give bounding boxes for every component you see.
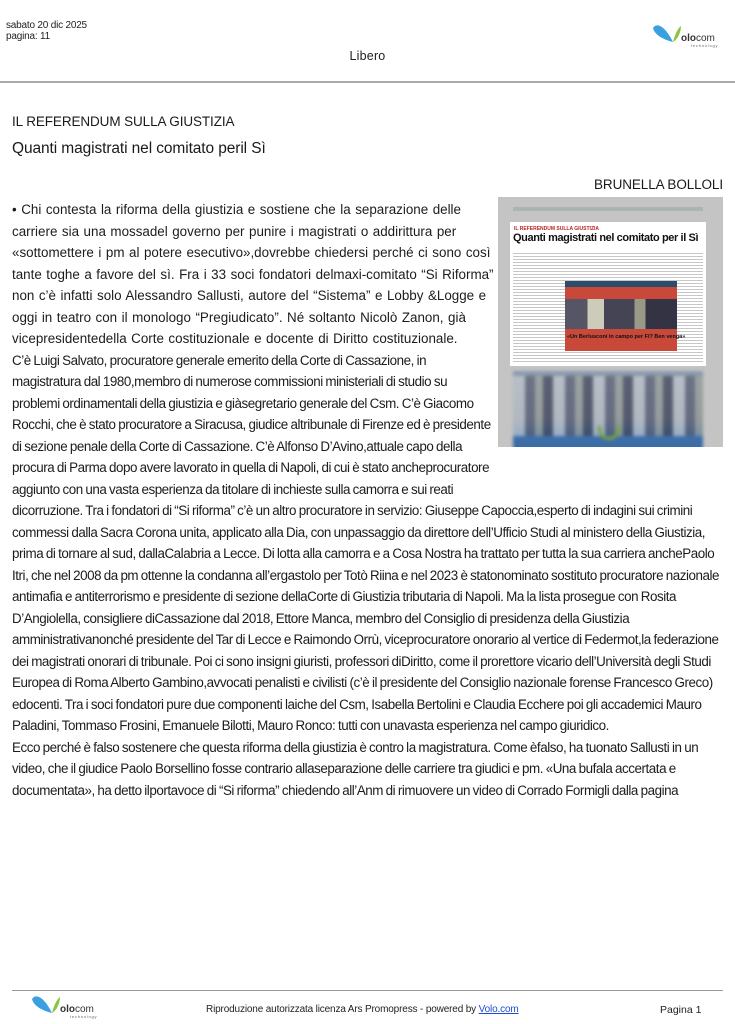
- thumbnail-photo-caption: «Un Berlusconi in campo per FI? Ben venga»: [567, 334, 686, 340]
- volocom-footer-logo-icon: [30, 993, 104, 1021]
- article-kicker: IL REFERENDUM SULLA GIUSTIZIA: [12, 114, 235, 129]
- article-body: [12, 199, 723, 801]
- volocom-logo-icon: [651, 22, 725, 50]
- article-paragraph: Ecco perché è falso sostenere che questa riforma della giustizia è contro la magistratura. Come èfalso, ha tuonato Sallusti in un video, che il giudice Paolo Borsellino fosse contrario allaseparazione delle carriere tra giudici e pm. «Una bufala accertata e documentata», ha detto ilportavoce di “Si riforma” chiedendo all’Anm di rimuovere un video di Corrado Formigli dalla pagina: [12, 739, 699, 798]
- svg-text:technology: technology: [70, 1014, 98, 1019]
- page-number-text: pagina: 11: [6, 31, 50, 42]
- date-text: sabato 20 dic 2025: [6, 20, 87, 31]
- license-text: Riproduzione autorizzata licenza Ars Promopress - powered by: [206, 1004, 479, 1015]
- thumbnail-title: Quanti magistrati nel comitato per il Sì: [513, 232, 699, 244]
- footer-license: [206, 1004, 519, 1015]
- svg-text:olocom: olocom: [681, 33, 715, 44]
- article-author: BRUNELLA BOLLOLI: [594, 177, 723, 192]
- thumbnail-kicker: IL REFERENDUM SULLA GIUSTIZIA: [514, 226, 599, 232]
- article-headline: Quanti magistrati nel comitato peril Sì: [12, 140, 266, 157]
- footer-divider: [12, 990, 723, 991]
- article-paragraph: • Chi contesta la riforma della giustizia e sostiene che la separazione delle carriere sia una mossadel governo per punire i magistrati o addirittura per «sottomettere i pm al potere esecutivo»,dovrebbe chiedersi perché ci sono così tante toghe a favore del sì. Fra i 33 soci fondatori delmaxi-comitato “Si Riforma” non c’è infatti solo Alessandro Sallusti, autore del “Sistema” e Lobby &Logge e oggi in teatro con il monologo “Pregiudicato”. Né soltanto Nicolò Zanon, già vicepresidentedella Corte costituzionale e docente di Diritto costituzionale.: [12, 202, 494, 346]
- volocom-link[interactable]: Volo.com: [478, 1004, 519, 1015]
- header-divider: [0, 81, 735, 83]
- header-date: [6, 20, 87, 42]
- footer-page-number: Pagina 1: [660, 1004, 702, 1016]
- publication-name: Libero: [349, 49, 386, 63]
- article-paragraph: C’è Luigi Salvato, procuratore generale emerito della Corte di Cassazione, in magistratura dal 1980,membro di numerose commissioni ministeriali di studio su problemi ordinamentali della giustizia e giàsegretario generale del Csm. C’è Giacomo Rocchi, che è stato procuratore a Siracusa, giudice altribunale di Firenze ed è presidente di sezione penale della Corte di Cassazione. C’è Alfonso D’Avino,attuale capo della procura di Parma dopo avere lavorato in quella di Napoli, di cui è stato ancheprocuratore aggiunto con una vasta esperienza da titolare di inchieste sulla camorra e sui reati dicorruzione. Tra i fondatori di “Si riforma” c’è un altro procuratore in servizio: Giuseppe Capoccia,esperto di indagini sui crimini commessi dalla Sacra Corona unita, applicato alla Dia, con unpassaggio da direttore dell’Ufficio Studi al ministero della Giustizia, prima di tornare al sud, dallaCalabria a Lecce. Di lotta alla camorra e a Cosa Nostra ha trattato per tutta la sua carriera anchePaolo Itri, che nel 2008 da pm ottenne la condanna all’ergastolo per Totò Riina e nel 2023 è statonominato sostituto procuratore nazionale antimafia e antiterrorismo e presidente di sezione dellaCorte di Giustizia tributaria di Napoli. Ma la lista prosegue con Rosita D’Angiolella, consigliere diCassazione dal 2018, Ettore Manca, membro del Consiglio di presidenza della Giustizia amministrativanonché presidente del Tar di Lecce e Raimondo Orrù, viceprocuratore onorario al vertice di Federmot,la federazione dei magistrati onorari di tribunale. Poi ci sono insigni giuristi, professori diDiritto, come il prorettore vicario dell’Università degli Studi Europea di Roma Alberto Gambino,avvocati penalisti e civilisti (c’è il presidente del Consiglio nazionale forense Francesco Greco) edocenti. Tra i soci fondatori pure due componenti laiche del Csm, Isabella Bertolini e Claudia Ecchere poi gli accademici Mauro Paladini, Tommaso Frosini, Emanuele Bilotti, Mauro Ronco: tutti con unavasta esperienza nel campo giuridico.: [12, 352, 720, 733]
- svg-text:olocom: olocom: [60, 1004, 94, 1015]
- svg-text:technology: technology: [691, 43, 719, 48]
